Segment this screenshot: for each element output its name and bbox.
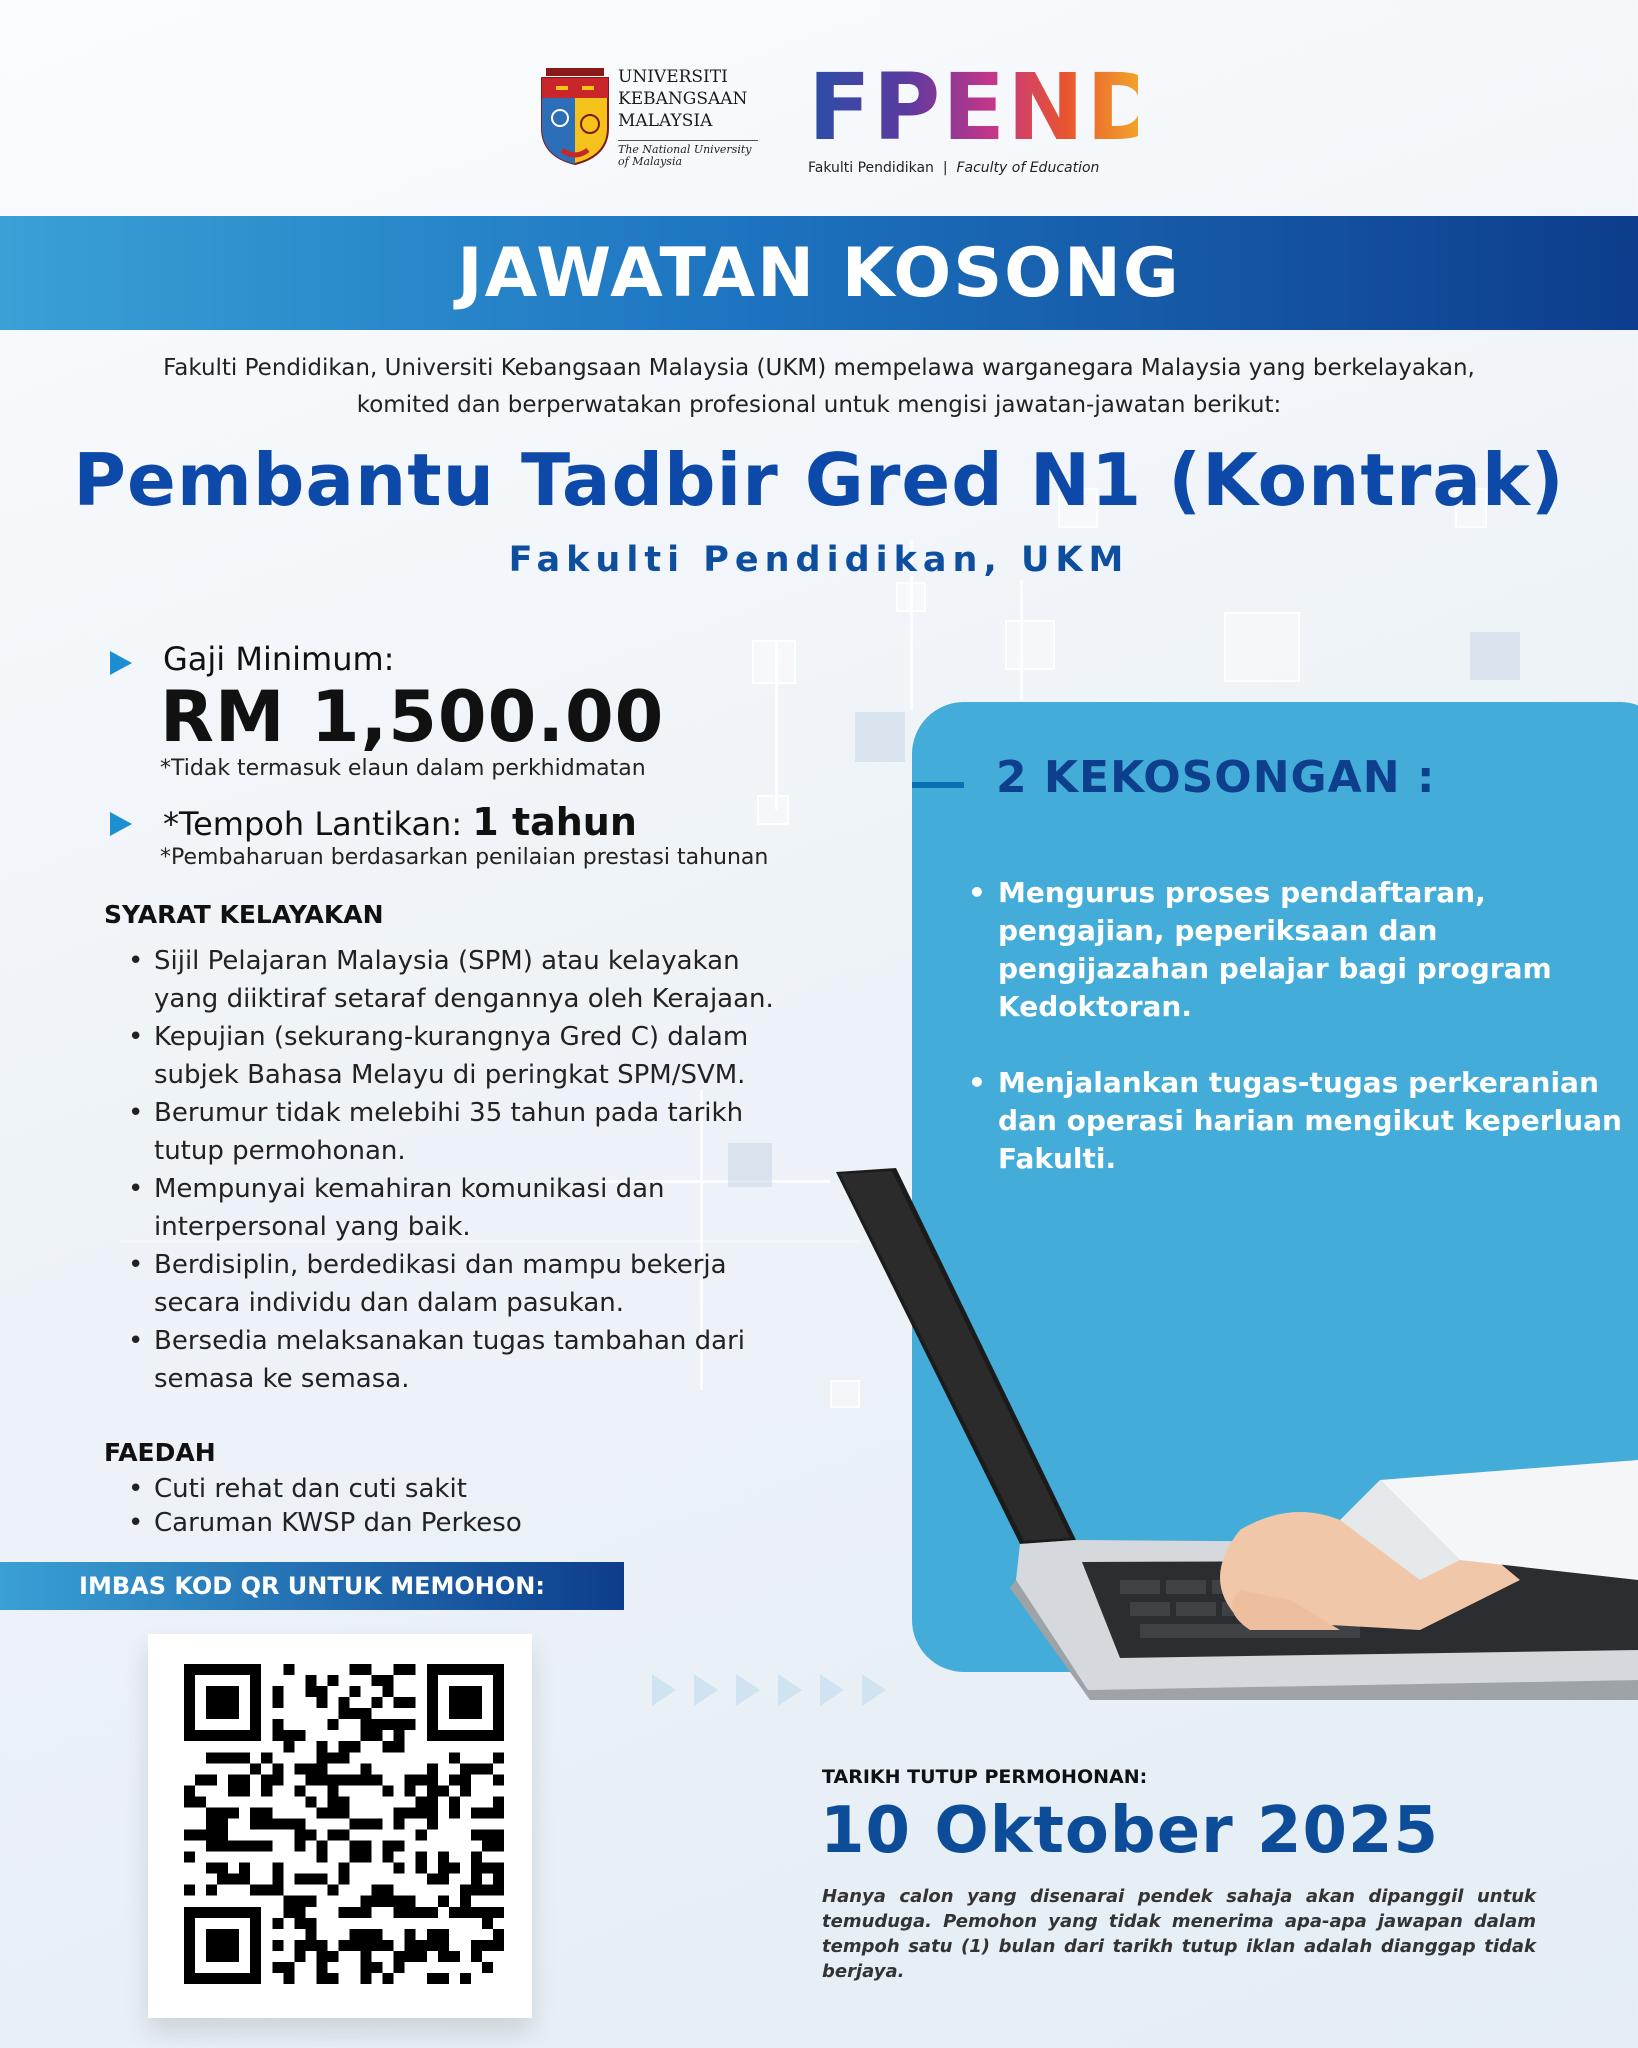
qr-code-card[interactable] bbox=[148, 1634, 532, 2018]
list-item: • Bersedia melaksanakan tugas tambahan dari semasa ke semasa. bbox=[128, 1322, 808, 1398]
benefits-list bbox=[128, 1472, 728, 1540]
title-banner bbox=[0, 216, 1638, 330]
salary-note: *Tidak termasuk elaun dalam perkhidmatan bbox=[160, 756, 646, 781]
arrow-bullet-icon bbox=[110, 812, 132, 836]
vacancy-title: 2 KEKOSONGAN : bbox=[996, 752, 1436, 803]
fpend-subtitle-ms: Fakulti Pendidikan bbox=[808, 160, 934, 176]
intro-text bbox=[80, 350, 1558, 424]
banner-title: JAWATAN KOSONG bbox=[457, 234, 1181, 313]
list-item: • Berdisiplin, berdedikasi dan mampu bekerja secara individu dan dalam pasukan. bbox=[128, 1246, 808, 1322]
list-item: • Menjalankan tugas-tugas perkeranian dan operasi harian mengikut keperluan Fakulti. bbox=[968, 1064, 1628, 1178]
ukm-tagline bbox=[618, 140, 758, 168]
ukm-name-line: MALAYSIA bbox=[618, 111, 713, 131]
list-item: • Mengurus proses pendaftaran, pengajian, peperiksaan dan pengijazahan pelajar bagi program Kedoktoran. bbox=[968, 874, 1628, 1026]
list-item: • Berumur tidak melebihi 35 tahun pada tarikh tutup permohonan. bbox=[128, 1094, 808, 1170]
fpend-subtitle-separator: | bbox=[942, 160, 948, 176]
closing-note: Hanya calon yang disenarai pendek sahaja akan dipanggil untuk temuduga. Pemohon yang tidak menerima apa-apa jawapan dalam tempoh satu (1) bulan dari tarikh tutup iklan adalah dianggap tidak berjaya. bbox=[822, 1886, 1536, 1982]
intro-line: komited dan berperwatakan profesional untuk mengisi jawatan-jawatan berikut: bbox=[356, 392, 1282, 418]
list-item: • Kepujian (sekurang-kurangnya Gred C) dalam subjek Bahasa Melayu di peringkat SPM/SVM. bbox=[128, 1018, 808, 1094]
job-title: Pembantu Tadbir Gred N1 (Kontrak) bbox=[73, 438, 1565, 522]
tempoh-lantikan bbox=[163, 800, 637, 844]
intro-line: Fakulti Pendidikan, Universiti Kebangsaan Malaysia (UKM) mempelawa warganegara Malaysia yang berkelayakan, bbox=[163, 355, 1475, 381]
fpend-logo bbox=[808, 54, 1165, 176]
arrow-bullet-icon bbox=[110, 651, 132, 675]
fpend-subtitle-en: Faculty of Education bbox=[956, 160, 1100, 176]
ukm-name-line: UNIVERSITI bbox=[618, 67, 728, 87]
tempoh-value: 1 tahun bbox=[472, 800, 637, 844]
closing-label: TARIKH TUTUP PERMOHONAN: bbox=[822, 1766, 1148, 1788]
list-item: • Sijil Pelajaran Malaysia (SPM) atau kelayakan yang diiktiraf setaraf dengannya oleh Kerajaan. bbox=[128, 942, 808, 1018]
ukm-name-line: KEBANGSAAN bbox=[618, 89, 748, 109]
benefits-heading: FAEDAH bbox=[104, 1438, 216, 1467]
ukm-name bbox=[618, 66, 747, 132]
closing-date: 10 Oktober 2025 bbox=[820, 1794, 1440, 1868]
ukm-tagline-line: of Malaysia bbox=[618, 155, 683, 168]
ukm-crest-icon bbox=[538, 68, 612, 166]
chevron-row-icon bbox=[652, 1670, 892, 1710]
salary-value: RM 1,500.00 bbox=[160, 676, 665, 758]
qr-code-icon[interactable] bbox=[184, 1654, 504, 1994]
list-item: • Mempunyai kemahiran komunikasi dan interpersonal yang baik. bbox=[128, 1170, 808, 1246]
requirements-heading: SYARAT KELAYAKAN bbox=[104, 900, 384, 929]
qr-label: IMBAS KOD QR UNTUK MEMOHON: bbox=[79, 1572, 545, 1600]
qr-label-bar bbox=[0, 1562, 624, 1610]
fpend-subtitle bbox=[808, 160, 1138, 176]
ukm-logo bbox=[538, 62, 768, 170]
job-subtitle: Fakulti Pendidikan, UKM bbox=[508, 540, 1130, 580]
salary-label: Gaji Minimum: bbox=[163, 640, 395, 678]
fpend-wordmark: FPEND bbox=[808, 54, 1165, 161]
list-item: • Cuti rehat dan cuti sakit bbox=[128, 1472, 728, 1506]
laptop-illustration bbox=[820, 1160, 1638, 1700]
tempoh-note: *Pembaharuan berdasarkan penilaian prestasi tahunan bbox=[160, 845, 769, 870]
vacancy-dash bbox=[912, 782, 964, 788]
requirements-list bbox=[128, 942, 808, 1398]
list-item: • Caruman KWSP dan Perkeso bbox=[128, 1506, 728, 1540]
ukm-tagline-line: The National University bbox=[618, 143, 752, 156]
tempoh-label: *Tempoh Lantikan: bbox=[163, 805, 473, 843]
